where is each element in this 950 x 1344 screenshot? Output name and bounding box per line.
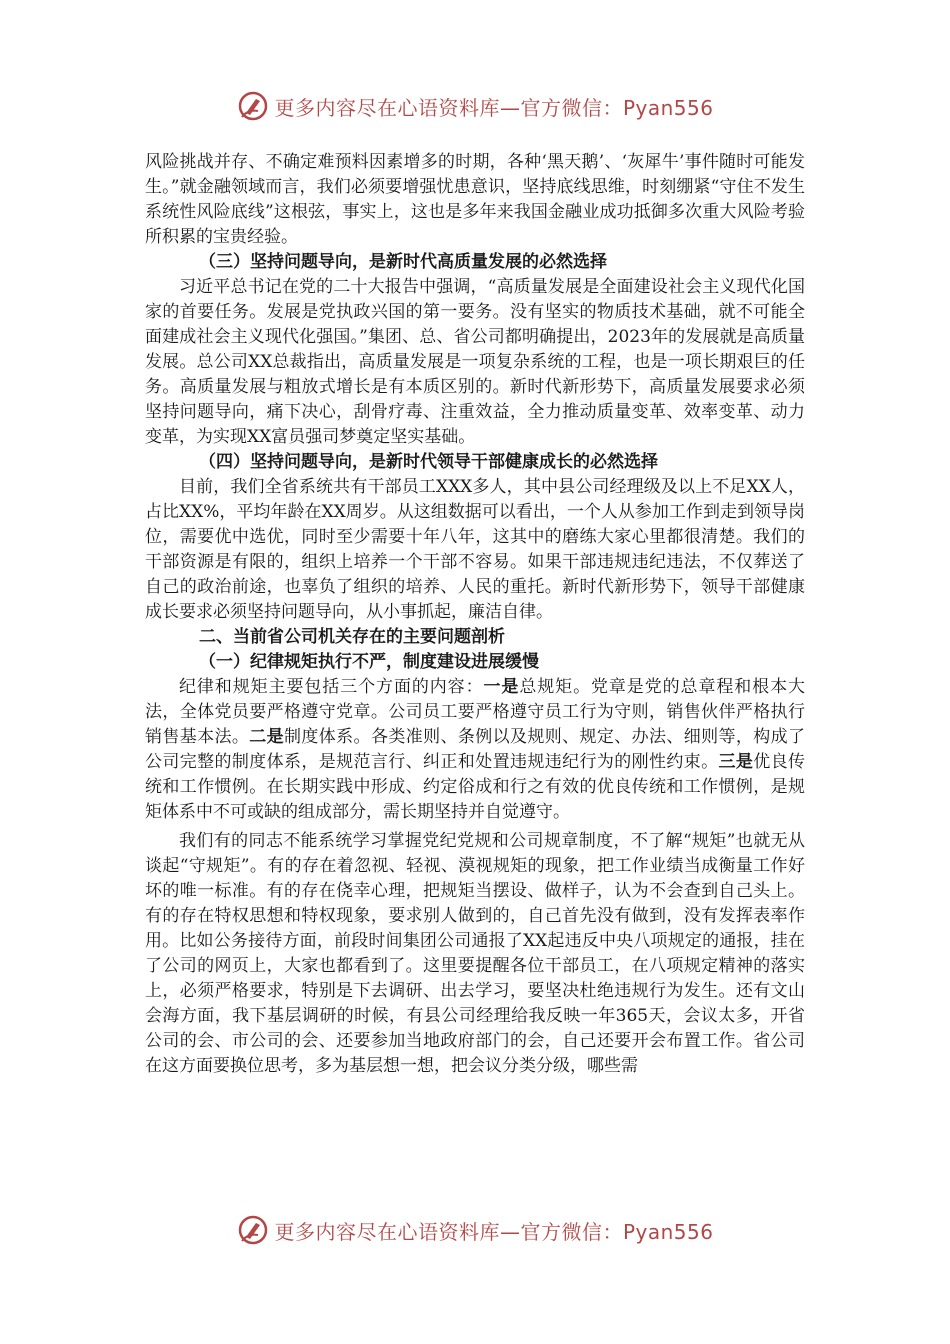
text-run: 总规矩。党章是党的总章程和根本大法，全体党员要严格遵守党章。公司员工要严格遵守员工行为守则，销售伙伴严格执行销售基本法。 bbox=[145, 677, 806, 747]
footer-watermark-banner bbox=[0, 1210, 950, 1250]
paragraph-section-3: 习近平总书记在党的二十大报告中强调，“高质量发展是全面建设社会主义现代化国家的首要任务。发展是党执政兴国的第一要务。没有坚实的物质技术基础，就不可能全面建成社会主义现代化强国。”集团、总、省公司都明确提出，2023年的发展就是高质量发展。总公司XX总裁指出，高质量发展是一项复杂系统的工程，也是一项长期艰巨的任务。高质量发展与粗放式增长是有本质区别的。新时代新形势下，高质量发展要求必须坚持问题导向，痛下决心，刮骨疗毒、注重效益，全力推动质量变革、效率变革、动力变革，为实现XX富员强司梦奠定坚实基础。 bbox=[145, 277, 805, 447]
paragraph-intro: 风险挑战并存、不确定难预料因素增多的时期，各种‘黑天鹅’、‘灰犀牛’事件随时可能发生。”就金融领域而言，我们必须要增强忧患意识，坚持底线思维，时刻绷紧“守住不发生系统性风险底线”这根弦，事实上，这也是多年来我国金融业成功抵御多次重大风险考验所积累的宝贵经验。 bbox=[145, 152, 805, 247]
logo-icon bbox=[236, 1213, 270, 1247]
header-watermark-banner bbox=[0, 86, 950, 126]
banner-text: 更多内容尽在心语资料库—官方微信：Pyan556 bbox=[274, 95, 714, 120]
banner-text: 更多内容尽在心语资料库—官方微信：Pyan556 bbox=[274, 1219, 714, 1244]
text-run: 纪律和规矩主要包括三个方面的内容： bbox=[179, 677, 484, 697]
text-emphasis: 一是 bbox=[483, 677, 520, 697]
heading-subsection-1: （一）纪律规矩执行不严，制度建设进展缓慢 bbox=[199, 652, 539, 672]
logo-icon bbox=[236, 89, 270, 123]
paragraph-problems: 我们有的同志不能系统学习掌握党纪党规和公司规章制度，不了解“规矩”也就无从谈起“守规矩”。有的存在着忽视、轻视、漠视规矩的现象，把工作业绩当成衡量工作好坏的唯一标准。有的存在侥幸心理，把规矩当摆设、做样子，认为不会查到自己头上。有的存在特权思想和特权现象，要求别人做到的，自己首先没有做到，没有发挥表率作用。比如公务接待方面，前段时间集团公司通报了XX起违反中央八项规定的通报，挂在了公司的网页上，大家也都看到了。这里要提醒各位干部员工，在八项规定精神的落实上，必须严格要求，特别是下去调研、出去学习，要坚决杜绝违规行为发生。还有文山会海方面，我下基层调研的时候，有县公司经理给我反映一年365天，会议太多，开省公司的会、市公司的会、还要参加当地政府部门的会，自己还要开会布置工作。省公司在这方面要换位思考，多为基层想一想，把会议分类分级，哪些需 bbox=[145, 831, 805, 1076]
heading-section-3: （三）坚持问题导向，是新时代高质量发展的必然选择 bbox=[199, 252, 607, 272]
text-run: 制度体系。各类准则、条例以及规则、规定、办法、细则等，构成了公司完整的制度体系，是规范言行、纠正和处置违规违纪行为的刚性约束。 bbox=[145, 727, 806, 772]
heading-section-4: （四）坚持问题导向，是新时代领导干部健康成长的必然选择 bbox=[199, 452, 658, 472]
heading-part-2: 二、当前省公司机关存在的主要问题剖析 bbox=[199, 627, 505, 647]
text-run: 优良传统和工作惯例。在长期实践中形成、约定俗成和行之有效的优良传统和工作惯例，是规矩体系中不可或缺的组成部分，需长期坚持并自觉遵守。 bbox=[145, 752, 806, 822]
document-body bbox=[145, 150, 805, 1079]
text-emphasis: 二是 bbox=[249, 727, 285, 747]
paragraph-discipline bbox=[145, 675, 805, 825]
paragraph-section-4: 目前，我们全省系统共有干部员工XXX多人，其中县公司经理级及以上不足XX人，占比XX%，平均年龄在XX周岁。从这组数据可以看出，一个人从参加工作到走到领导岗位，需要优中选优，同时至少需要十年八年，这其中的磨练大家心里都很清楚。我们的干部资源是有限的，组织上培养一个干部不容易。如果干部违规违纪违法，不仅葬送了自己的政治前途，也辜负了组织的培养、人民的重托。新时代新形势下，领导干部健康成长要求必须坚持问题导向，从小事抓起，廉洁自律。 bbox=[145, 477, 805, 622]
text-emphasis: 三是 bbox=[718, 752, 754, 772]
